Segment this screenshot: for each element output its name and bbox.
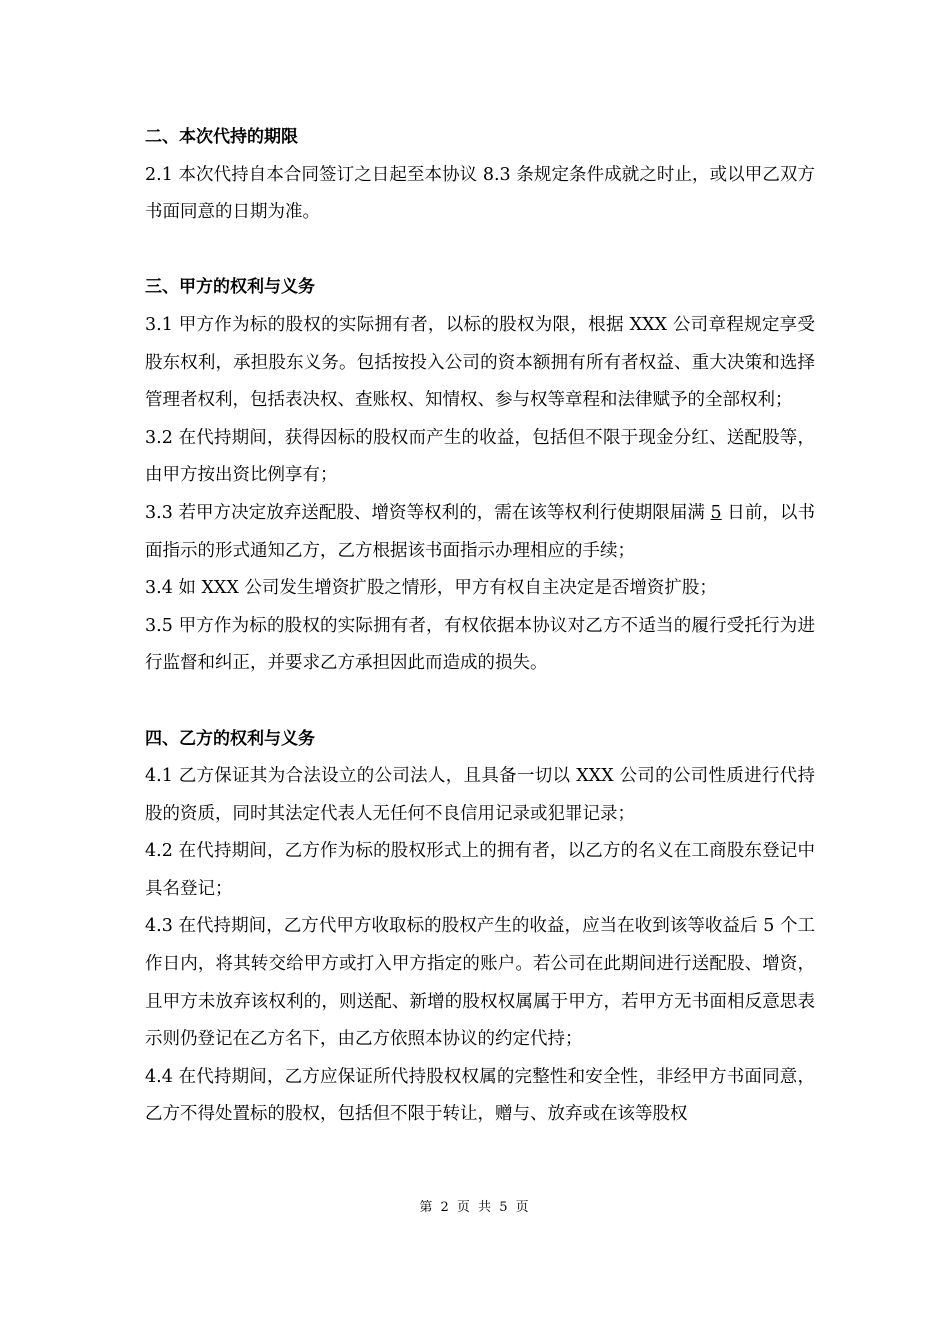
clause-4-2: 4.2 在代持期间，乙方作为标的股权形式上的拥有者，以乙方的名义在工商股东登记中具名登记； — [145, 841, 815, 899]
clause-2-1: 2.1 本次代持自本合同签订之日起至本协议 8.3 条规定条件成就之时止，或以甲乙双方书面同意的日期为准。 — [145, 164, 815, 223]
clause-3-5: 3.5 甲方作为标的股权的实际拥有者，有权依据本协议对乙方不适当的履行受托行为进行监督和纠正，并要求乙方承担因此而造成的损失。 — [145, 615, 815, 674]
section-term — [145, 119, 815, 232]
clause-4-3: 4.3 在代持期间，乙方代甲方收取标的股权产生的收益，应当在收到该等收益后 5 个工作日内，将其转交给甲方或打入甲方指定的账户。若公司在此期间进行送配股、增资，且甲方未放弃该权利的，则送配、新增的股权权属属于甲方，若甲方无书面相反意思表示则仍登记在乙方名下，由乙方依照本协议的约定代持； — [145, 916, 815, 1050]
clause-3-4: 3.4 如 XXX 公司发生增资扩股之情形，甲方有权自主决定是否增资扩股； — [145, 578, 717, 599]
clause-3-3 — [145, 495, 815, 570]
clause-3-2: 3.2 在代持期间，获得因标的股权而产生的收益，包括但不限于现金分红、送配股等，由甲方按出资比例享有； — [145, 427, 815, 486]
section-heading: 二、本次代持的期限 — [145, 127, 298, 147]
section-heading: 四、乙方的权利与义务 — [145, 728, 315, 749]
clause-4-1: 4.1 乙方保证其为合法设立的公司法人，且具备一切以 XXX 公司的公司性质进行代持股的资质，同时其法定代表人无任何不良信用记录或犯罪记录； — [145, 766, 815, 824]
section-party-b-rights — [145, 721, 815, 1135]
clause-3-1: 3.1 甲方作为标的股权的实际拥有者，以标的股权为限，根据 XXX 公司章程规定享受股东权利，承担股东义务。包括按投入公司的资本额拥有所有者权益、重大决策和选择管理者权利，包括表决权、查账权、知情权、参与权等章程和法律赋予的全部权利； — [145, 314, 815, 411]
notice-days-value: 5 — [710, 502, 722, 523]
page-number-footer: 第 2 页 共 5 页 — [419, 1200, 531, 1215]
section-party-a-rights — [145, 269, 815, 683]
section-heading: 三、甲方的权利与义务 — [145, 277, 315, 298]
clause-3-3-text-end: 日前，以书面指示的形式通知乙方，乙方根据该书面指示办理相应的手续； — [145, 502, 815, 561]
clause-4-4: 4.4 在代持期间，乙方应保证所代持股权权属的完整性和安全性，非经甲方书面同意，乙方不得处置标的股权，包括但不限于转让，赠与、放弃或在该等股权 — [145, 1066, 815, 1125]
clause-3-3-text-start: 3.3 若甲方决定放弃送配股、增资等权利的，需在该等权利行使期限届满 — [145, 502, 711, 523]
document-body — [145, 119, 815, 1134]
